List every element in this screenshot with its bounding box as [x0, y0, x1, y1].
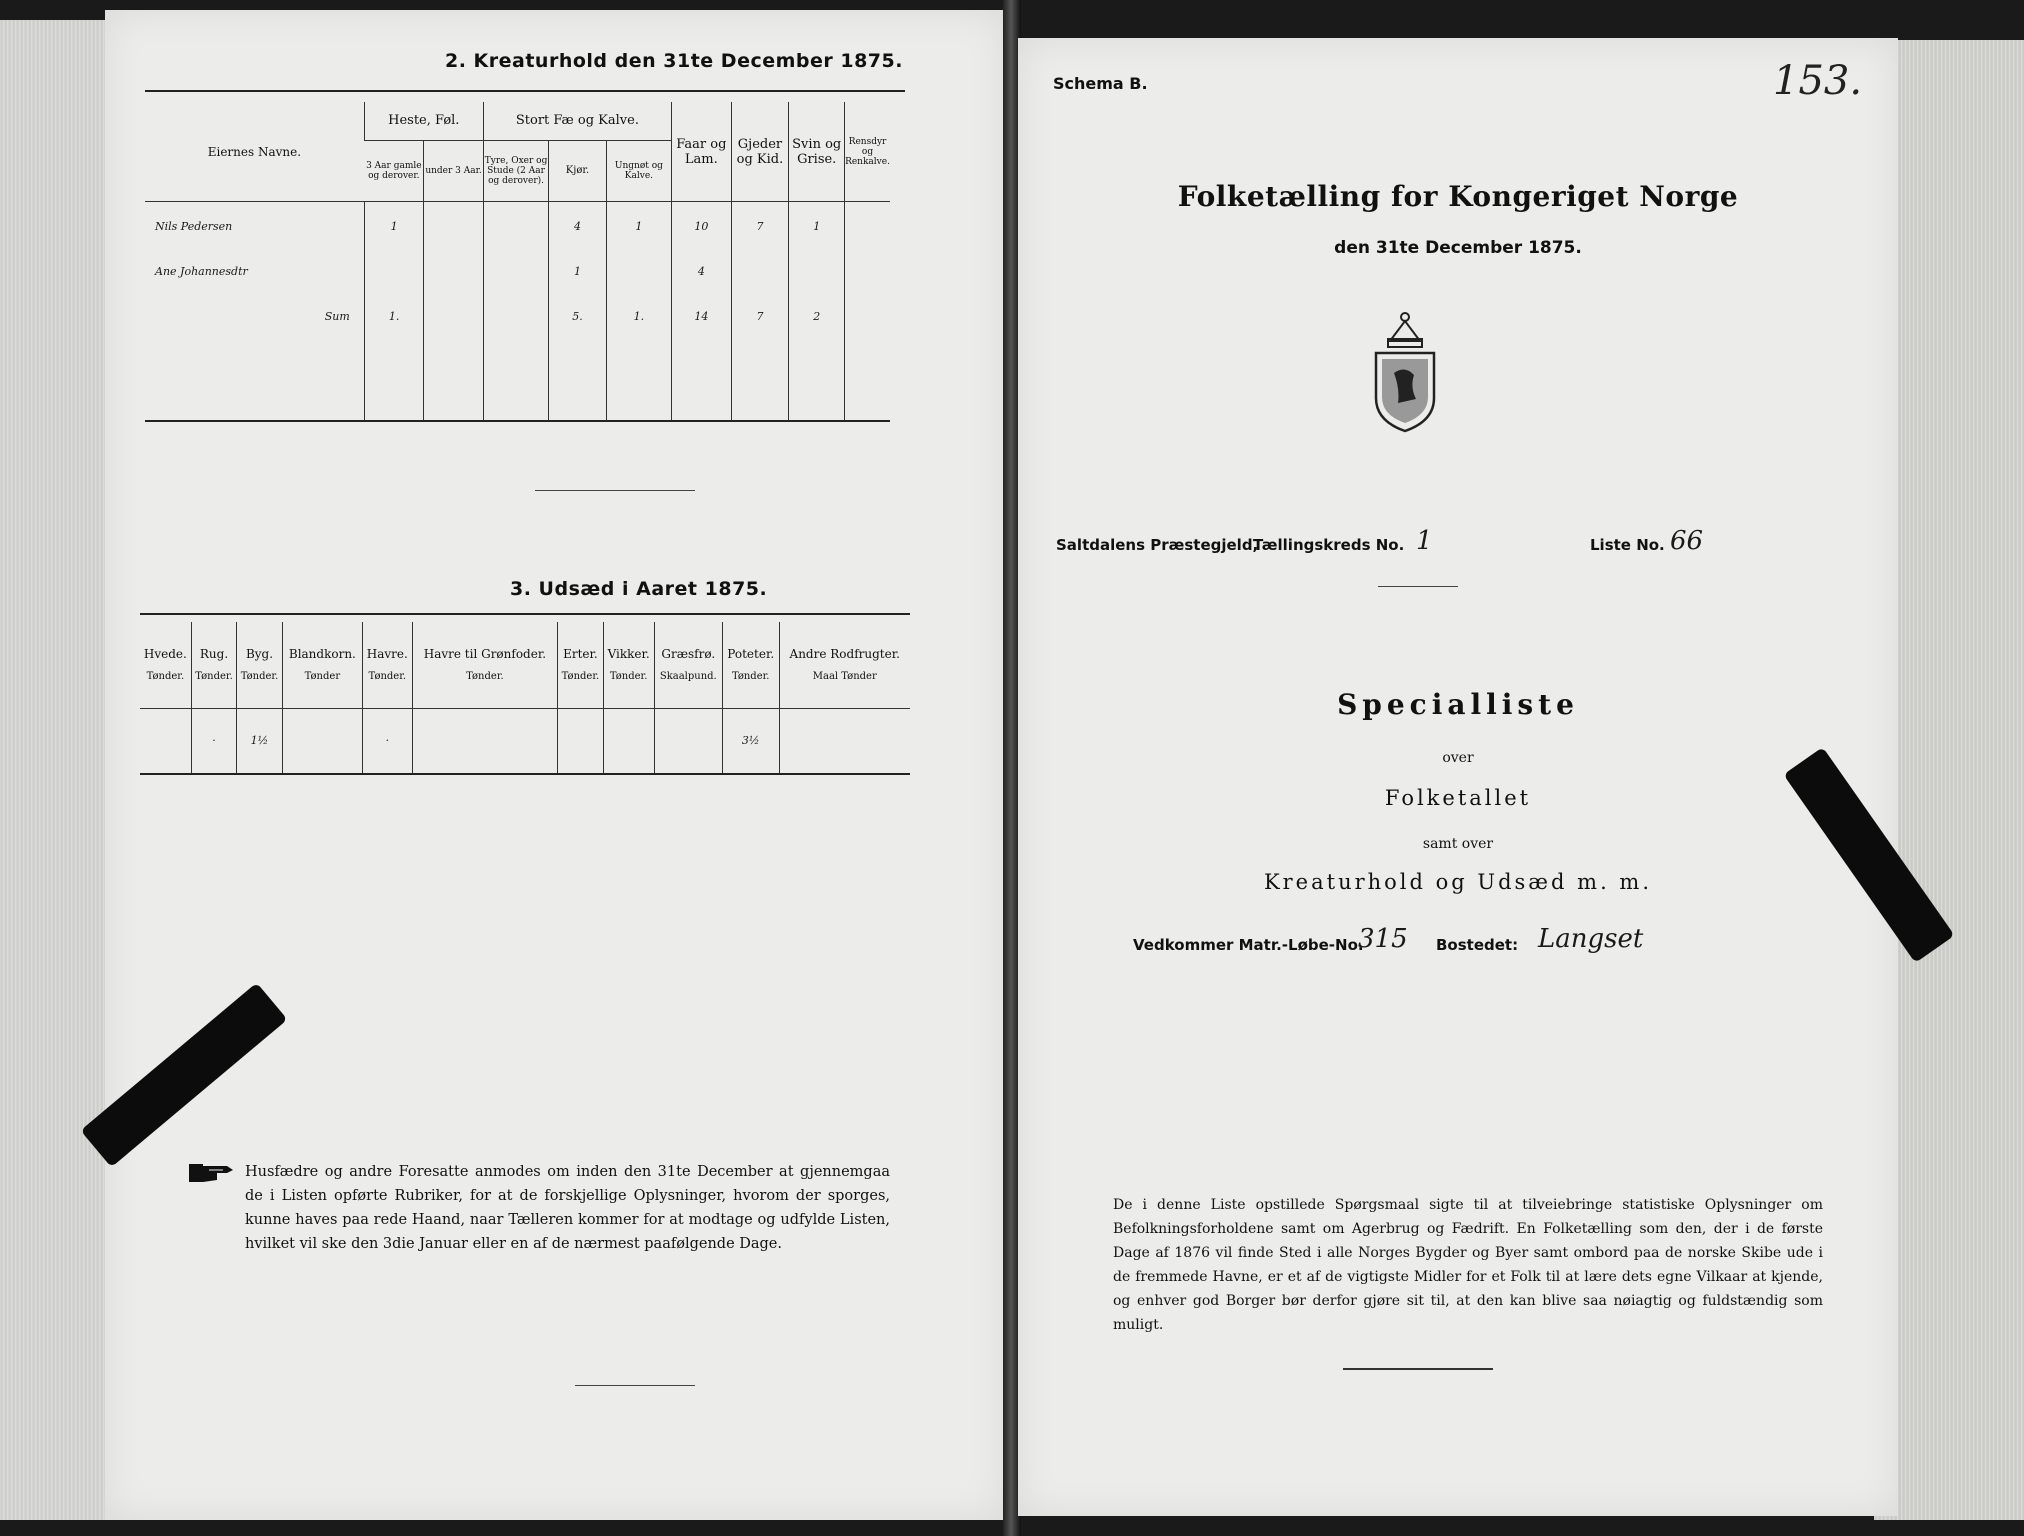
rensdyr-header: Rensdyr og Renkalve.	[845, 102, 890, 202]
table-row	[145, 202, 890, 252]
right-page	[1018, 38, 1898, 1516]
owner-cell: Nils Pedersen	[155, 220, 233, 234]
section2-title: 2. Kreaturhold den 31te December 1875.	[445, 50, 903, 72]
value-cell	[424, 202, 483, 252]
parish-label: Saltdalens Præstegjeld,	[1056, 536, 1259, 554]
seed-header	[282, 622, 362, 708]
seed-header-name: Byg.	[245, 647, 274, 662]
value-cell	[845, 202, 890, 252]
seed-header-name: Hvede.	[143, 647, 187, 662]
seed-header-name: Erter.	[563, 647, 598, 662]
samt-over-text: samt over	[1422, 836, 1494, 852]
seed-header-unit: Tønder.	[195, 671, 233, 683]
seed-header-unit: Tønder.	[561, 671, 600, 683]
district-value: 1	[1416, 526, 1433, 556]
section3-title: 3. Udsæd i Aaret 1875.	[510, 578, 768, 600]
seed-header-name: Poteter.	[727, 647, 775, 662]
heste-header: Heste, Føl.	[364, 102, 483, 140]
tyre-header: Tyre, Oxer og Stude (2 Aar og derover).	[483, 140, 549, 201]
value-cell	[364, 251, 424, 292]
value-cell	[606, 251, 671, 292]
ungnot-header: Ungnøt og Kalve.	[606, 140, 671, 201]
seed-header-unit: Skaalpund.	[659, 671, 717, 683]
owner-header: Eiernes Navne.	[207, 144, 302, 159]
value-cell: 1	[606, 202, 671, 252]
seed-value-cell	[412, 708, 558, 774]
divider	[575, 1385, 695, 1386]
seed-value-cell: ·	[191, 708, 236, 774]
value-cell: 1	[549, 251, 606, 292]
seed-header-unit: Maal Tønder	[812, 671, 877, 683]
schema-label: Schema B.	[1053, 74, 1148, 93]
seed-header	[654, 622, 722, 708]
seed-header-unit: Tønder.	[146, 671, 185, 683]
seed-header	[722, 622, 779, 708]
seed-value-cell	[654, 708, 722, 774]
seed-header-name: Rug.	[199, 647, 229, 662]
rule	[145, 90, 905, 92]
livestock-table	[145, 102, 890, 422]
spec-title: Specialliste	[1337, 688, 1579, 721]
value-cell	[789, 251, 845, 292]
page-number: 153.	[1773, 58, 1863, 104]
value-cell	[845, 251, 890, 292]
seed-header	[779, 622, 910, 708]
seed-header-unit: Tønder.	[731, 671, 770, 683]
heste-3aar-header: 3 Aar gamle og derover.	[364, 140, 424, 201]
seed-header-name: Vikker.	[607, 647, 650, 662]
seed-value-cell: 3½	[722, 708, 779, 774]
seed-table	[140, 622, 910, 775]
value-cell: 5.	[549, 292, 606, 342]
seed-header-name: Havre.	[366, 647, 408, 662]
district-label: Tællingskreds No.	[1253, 536, 1405, 554]
coat-of-arms-icon	[1370, 303, 1440, 433]
value-cell	[424, 292, 483, 342]
bosted-label: Bostedet:	[1436, 936, 1519, 954]
table-row-empty	[145, 342, 890, 421]
seed-header-unit: Tønder.	[368, 671, 407, 683]
seed-header-name: Havre til Grønfoder.	[423, 647, 547, 662]
value-cell	[731, 251, 789, 292]
left-page	[105, 10, 1005, 1520]
kjoer-header: Kjør.	[549, 140, 606, 201]
value-cell: 1.	[364, 292, 424, 342]
list-value: 66	[1670, 526, 1704, 556]
value-cell: 7	[731, 202, 789, 252]
page-subtitle: den 31te December 1875.	[1334, 238, 1582, 258]
value-cell	[483, 292, 549, 342]
footer-text: De i denne Liste opstillede Spørgsmaal sigte til at tilveiebringe statistiske Oplysninger om Befolkningsforholdene samt om Agerbrug og Fædrift. En Folketælling som den, der i de første Dage af 1876 vil finde Sted i alle Norges Bygder og Byer samt ombord paa de norske Skibe ude i de fremmede Havne, er et af de vigtigste Midler for et Folk til at lære dets egne Vilkaar at kjende, og enhver god Borger bør derfor gjøre sit til, at den kan blive saa nøiagtig og fuldstændig som muligt.	[1113, 1197, 1823, 1333]
seed-value-cell: ·	[363, 708, 413, 774]
list-label: Liste No.	[1590, 536, 1665, 554]
seed-header	[363, 622, 413, 708]
matr-value: 315	[1358, 924, 1408, 954]
seed-header	[558, 622, 603, 708]
table-row	[145, 251, 890, 292]
bosted-value: Langset	[1538, 924, 1644, 954]
seed-header-name: Blandkorn.	[288, 647, 356, 662]
seed-header-unit: Tønder.	[240, 671, 279, 683]
seed-header	[603, 622, 654, 708]
value-cell	[424, 251, 483, 292]
value-cell: 2	[789, 292, 845, 342]
stortfae-header: Stort Fæ og Kalve.	[483, 102, 671, 140]
seed-header	[191, 622, 236, 708]
divider	[1378, 586, 1458, 587]
matr-label: Vedkommer Matr.-Løbe-No.	[1133, 936, 1364, 954]
value-cell: 4	[672, 251, 732, 292]
value-cell: 1.	[606, 292, 671, 342]
seed-header	[412, 622, 558, 708]
heste-under3-header: under 3 Aar.	[424, 140, 483, 201]
value-cell	[845, 292, 890, 342]
owner-cell: Sum	[324, 310, 350, 324]
divider	[535, 490, 695, 491]
seed-header	[140, 622, 191, 708]
value-cell: 4	[549, 202, 606, 252]
seed-header-unit: Tønder	[304, 671, 341, 683]
over-text: over	[1442, 750, 1474, 766]
notice-text: Husfædre og andre Foresatte anmodes om inden den 31te December at gjennemgaa de i Listen opførte Rubriker, for at de forskjellige Oplysninger, hvorom der sporges, kunne haves paa rede Haand, naar Tælleren kommer for at modtage og udfylde Listen, hvilket vil ske den 3die Januar eller en af de nærmest paafølgende Dage.	[245, 1164, 890, 1252]
faar-header: Faar og Lam.	[672, 102, 732, 202]
rule	[140, 613, 910, 615]
owner-cell: Ane Johannesdtr	[155, 265, 248, 279]
value-cell: 14	[672, 292, 732, 342]
value-cell: 1	[789, 202, 845, 252]
gjeder-header: Gjeder og Kid.	[731, 102, 789, 202]
svin-header: Svin og Grise.	[789, 102, 845, 202]
seed-header-unit: Tønder.	[466, 671, 504, 683]
value-cell	[483, 251, 549, 292]
seed-value-cell: 1½	[237, 708, 282, 774]
seed-value-cell	[282, 708, 362, 774]
table-row	[140, 708, 910, 774]
value-cell: 10	[672, 202, 732, 252]
kreaturhold-text: Kreaturhold og Udsæd m. m.	[1263, 870, 1653, 894]
seed-header	[237, 622, 282, 708]
table-row	[145, 292, 890, 342]
seed-header-unit: Tønder.	[609, 671, 648, 683]
value-cell: 1	[364, 202, 424, 252]
value-cell	[483, 202, 549, 252]
value-cell: 7	[731, 292, 789, 342]
seed-header-name: Græsfrø.	[661, 647, 716, 662]
seed-value-cell	[603, 708, 654, 774]
seed-header-name: Andre Rodfrugter.	[789, 647, 900, 662]
seed-value-cell	[558, 708, 603, 774]
divider	[1343, 1368, 1493, 1370]
page-title: Folketælling for Kongeriget Norge	[1177, 180, 1739, 213]
seed-value-cell	[140, 708, 191, 774]
folketallet-text: Folketallet	[1384, 786, 1532, 810]
seed-value-cell	[779, 708, 910, 774]
pointing-hand-icon	[187, 1160, 237, 1186]
